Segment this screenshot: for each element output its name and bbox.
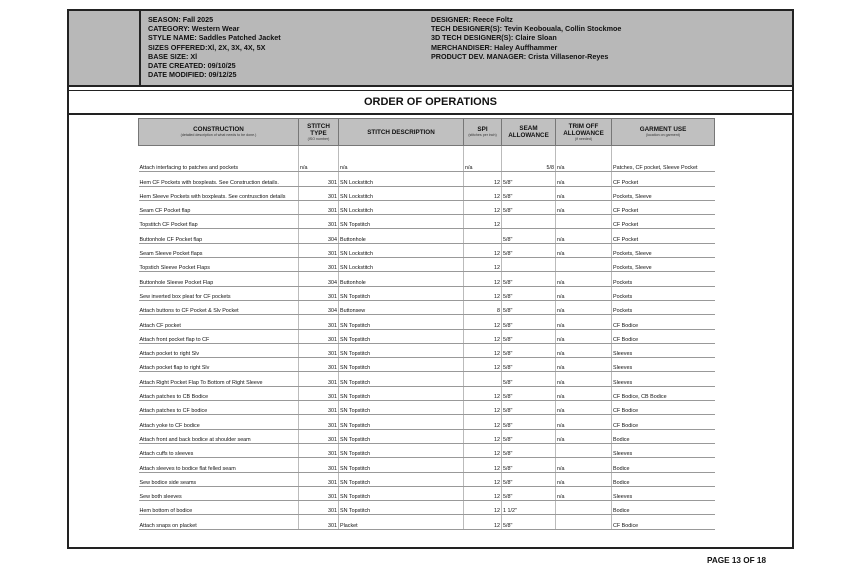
- construction-cell: Attach cuffs to sleeves: [139, 443, 299, 457]
- construction-cell: Attach CF pocket: [139, 315, 299, 329]
- trim-off-cell: n/a: [556, 372, 612, 386]
- seam-allowance-cell: 5/8": [502, 315, 556, 329]
- construction-cell: Seam CF Pocket flap: [139, 200, 299, 214]
- table-row: [139, 272, 715, 286]
- seam-allowance-cell: 5/8: [502, 158, 556, 172]
- table-row: [139, 515, 715, 529]
- spi-cell: 12: [464, 515, 502, 529]
- spi-cell: 12: [464, 315, 502, 329]
- trim-off-cell: n/a: [556, 401, 612, 415]
- stitch-type-cell: 301: [299, 343, 339, 357]
- garment-use-cell: Pockets: [612, 286, 715, 300]
- stitch-type-cell: 301: [299, 286, 339, 300]
- spi-cell: n/a: [464, 158, 502, 172]
- stitch-type-cell: 301: [299, 501, 339, 515]
- table-row: [139, 372, 715, 386]
- stitch-description-cell: SN Lockstitch: [339, 200, 464, 214]
- garment-use-cell: CF Bodice: [612, 401, 715, 415]
- garment-use-cell: CF Pocket: [612, 200, 715, 214]
- garment-use-cell: Sleeves: [612, 372, 715, 386]
- stitch-description-cell: SN Topstitch: [339, 443, 464, 457]
- seam-allowance-cell: 5/8": [502, 229, 556, 243]
- table-row: [139, 186, 715, 200]
- seam-allowance-cell: 5/8": [502, 243, 556, 257]
- stitch-type-cell: 304: [299, 229, 339, 243]
- seam-allowance-cell: 5/8": [502, 429, 556, 443]
- table-row: [139, 386, 715, 400]
- stitch-type-cell: 301: [299, 429, 339, 443]
- construction-cell: Hem Sleeve Pockets with boxpleats. See contrusction details: [139, 186, 299, 200]
- style-name-field: STYLE NAME: Saddles Patched Jacket: [148, 33, 281, 43]
- trim-off-cell: n/a: [556, 200, 612, 214]
- table-spacer-row: [139, 146, 715, 159]
- page-title: ORDER OF OPERATIONS: [69, 91, 792, 115]
- spi-cell: 8: [464, 300, 502, 314]
- spi-cell: 12: [464, 329, 502, 343]
- garment-use-cell: CF Bodice: [612, 515, 715, 529]
- spi-cell: 12: [464, 272, 502, 286]
- stitch-type-cell: 301: [299, 486, 339, 500]
- garment-use-cell: CF Pocket: [612, 172, 715, 186]
- stitch-description-cell: Buttonhole: [339, 229, 464, 243]
- construction-cell: Sew inverted box pleat for CF pockets: [139, 286, 299, 300]
- construction-cell: Sew both sleeves: [139, 486, 299, 500]
- date-modified-field: DATE MODIFIED: 09/12/25: [148, 70, 237, 80]
- stitch-type-cell: 301: [299, 415, 339, 429]
- stitch-description-cell: Placket: [339, 515, 464, 529]
- stitch-description-cell: SN Topstitch: [339, 315, 464, 329]
- spec-sheet: [67, 9, 794, 549]
- stitch-type-cell: 304: [299, 272, 339, 286]
- garment-use-cell: Pockets: [612, 272, 715, 286]
- seam-allowance-cell: 5/8": [502, 515, 556, 529]
- stitch-type-cell: 301: [299, 401, 339, 415]
- trim-off-cell: n/a: [556, 472, 612, 486]
- trim-off-cell: n/a: [556, 458, 612, 472]
- seam-allowance-cell: 5/8": [502, 486, 556, 500]
- stitch-type-cell: n/a: [299, 158, 339, 172]
- designer-field: DESIGNER: Reece Foltz: [431, 15, 513, 24]
- merchandiser-field: MERCHANDISER: Haley Auffhammer: [431, 42, 558, 52]
- trim-off-cell: n/a: [556, 386, 612, 400]
- spi-cell: 12: [464, 486, 502, 500]
- garment-use-cell: CF Bodice: [612, 415, 715, 429]
- construction-cell: Seam Sleeve Pocket flaps: [139, 243, 299, 257]
- spi-cell: 12: [464, 401, 502, 415]
- col-spi: SPI (stitches per inch): [464, 119, 502, 146]
- trim-off-cell: [556, 258, 612, 272]
- stitch-type-cell: 301: [299, 243, 339, 257]
- trim-off-cell: [556, 515, 612, 529]
- seam-allowance-cell: 5/8": [502, 200, 556, 214]
- seam-allowance-cell: 5/8": [502, 286, 556, 300]
- garment-use-cell: Pockets, Sleeve: [612, 258, 715, 272]
- construction-cell: Attach Right Pocket Flap To Bottom of Right Sleeve: [139, 372, 299, 386]
- category-field: CATEGORY: Western Wear: [148, 24, 240, 34]
- table-row: [139, 401, 715, 415]
- seam-allowance-cell: 5/8": [502, 186, 556, 200]
- construction-cell: Buttonhole Sleeve Pocket Flap: [139, 272, 299, 286]
- tech-designer-field: TECH DESIGNER(S): Tevin Keobouala, Collin Stockmoe: [431, 24, 622, 34]
- table-header-row: [139, 119, 715, 146]
- spi-cell: 12: [464, 472, 502, 486]
- col-stitch-description: STITCH DESCRIPTION: [339, 119, 464, 146]
- table-row: [139, 215, 715, 229]
- col-stitch-type: STITCH TYPE (ISO number): [299, 119, 339, 146]
- trim-off-cell: n/a: [556, 243, 612, 257]
- trim-off-cell: n/a: [556, 486, 612, 500]
- trim-off-cell: n/a: [556, 158, 612, 172]
- stitch-description-cell: SN Topstitch: [339, 501, 464, 515]
- garment-use-cell: CF Bodice, CB Bodice: [612, 386, 715, 400]
- garment-use-cell: Sleeves: [612, 358, 715, 372]
- table-row: [139, 329, 715, 343]
- trim-off-cell: [556, 215, 612, 229]
- spi-cell: 12: [464, 358, 502, 372]
- table-row: [139, 258, 715, 272]
- trim-off-cell: [556, 501, 612, 515]
- seam-allowance-cell: 5/8": [502, 343, 556, 357]
- trim-off-cell: n/a: [556, 315, 612, 329]
- garment-use-cell: CF Pocket: [612, 229, 715, 243]
- operations-table: [138, 118, 715, 530]
- table-row: [139, 443, 715, 457]
- col-trim-off-allowance: TRIM OFF ALLOWANCE (if needed): [556, 119, 612, 146]
- stitch-type-cell: 301: [299, 458, 339, 472]
- stitch-description-cell: SN Lockstitch: [339, 172, 464, 186]
- garment-use-cell: Bodice: [612, 429, 715, 443]
- seam-allowance-cell: 5/8": [502, 415, 556, 429]
- base-size-field: BASE SIZE: Xl: [148, 51, 198, 61]
- seam-allowance-cell: 1 1/2": [502, 501, 556, 515]
- header-tab: [69, 11, 141, 85]
- seam-allowance-cell: 5/8": [502, 458, 556, 472]
- stitch-description-cell: SN Topstitch: [339, 472, 464, 486]
- construction-cell: Attach patches to CF bodice: [139, 401, 299, 415]
- stitch-type-cell: 301: [299, 386, 339, 400]
- spi-cell: 12: [464, 200, 502, 214]
- stitch-description-cell: SN Lockstitch: [339, 243, 464, 257]
- table-row: [139, 200, 715, 214]
- garment-use-cell: Sleeves: [612, 486, 715, 500]
- table-row: [139, 315, 715, 329]
- stitch-description-cell: SN Lockstitch: [339, 186, 464, 200]
- construction-cell: Buttonhole CF Pocket flap: [139, 229, 299, 243]
- stitch-description-cell: SN Topstitch: [339, 386, 464, 400]
- table-row: [139, 415, 715, 429]
- stitch-description-cell: SN Topstitch: [339, 429, 464, 443]
- stitch-type-cell: 301: [299, 172, 339, 186]
- construction-cell: Topstitch CF Pocket flap: [139, 215, 299, 229]
- stitch-description-cell: SN Topstitch: [339, 358, 464, 372]
- trim-off-cell: n/a: [556, 329, 612, 343]
- table-row: [139, 458, 715, 472]
- table-row: [139, 243, 715, 257]
- spi-cell: 12: [464, 186, 502, 200]
- construction-cell: Topstich Sleeve Pocket Flaps: [139, 258, 299, 272]
- stitch-description-cell: SN Topstitch: [339, 329, 464, 343]
- spi-cell: 12: [464, 458, 502, 472]
- stitch-description-cell: SN Topstitch: [339, 415, 464, 429]
- stitch-type-cell: 301: [299, 372, 339, 386]
- stitch-description-cell: SN Lockstitch: [339, 258, 464, 272]
- seam-allowance-cell: [502, 215, 556, 229]
- stitch-description-cell: SN Topstitch: [339, 286, 464, 300]
- col-seam-allowance: SEAM ALLOWANCE: [502, 119, 556, 146]
- garment-use-cell: Patches, CF pocket, Sleeve Pocket: [612, 158, 715, 172]
- table-row: [139, 343, 715, 357]
- table-row: [139, 486, 715, 500]
- stitch-description-cell: n/a: [339, 158, 464, 172]
- garment-use-cell: Pockets, Sleeve: [612, 186, 715, 200]
- trim-off-cell: n/a: [556, 429, 612, 443]
- seam-allowance-cell: 5/8": [502, 358, 556, 372]
- stitch-type-cell: 301: [299, 215, 339, 229]
- garment-use-cell: CF Bodice: [612, 329, 715, 343]
- spi-cell: 12: [464, 443, 502, 457]
- table-row: [139, 158, 715, 172]
- construction-cell: Attach front pocket flap to CF: [139, 329, 299, 343]
- construction-cell: Attach interfacing to patches and pockets: [139, 158, 299, 172]
- stitch-description-cell: Buttonhole: [339, 272, 464, 286]
- stitch-type-cell: 301: [299, 258, 339, 272]
- trim-off-cell: n/a: [556, 358, 612, 372]
- table-row: [139, 286, 715, 300]
- stitch-description-cell: SN Topstitch: [339, 401, 464, 415]
- table-row: [139, 429, 715, 443]
- spi-cell: 12: [464, 258, 502, 272]
- trim-off-cell: n/a: [556, 229, 612, 243]
- trim-off-cell: [556, 443, 612, 457]
- construction-cell: Attach yoke to CF bodice: [139, 415, 299, 429]
- garment-use-cell: CF Pocket: [612, 215, 715, 229]
- garment-use-cell: Pockets: [612, 300, 715, 314]
- garment-use-cell: Bodice: [612, 458, 715, 472]
- stitch-type-cell: 301: [299, 515, 339, 529]
- spi-cell: 12: [464, 286, 502, 300]
- stitch-description-cell: SN Topstitch: [339, 343, 464, 357]
- seam-allowance-cell: 5/8": [502, 172, 556, 186]
- seam-allowance-cell: 5/8": [502, 443, 556, 457]
- spi-cell: 12: [464, 343, 502, 357]
- stitch-description-cell: Buttonsew: [339, 300, 464, 314]
- spi-cell: 12: [464, 386, 502, 400]
- construction-cell: Attach pocket flap to right Slv: [139, 358, 299, 372]
- trim-off-cell: n/a: [556, 272, 612, 286]
- trim-off-cell: n/a: [556, 343, 612, 357]
- construction-cell: Attach snaps on placket: [139, 515, 299, 529]
- stitch-type-cell: 304: [299, 300, 339, 314]
- stitch-description-cell: SN Topstitch: [339, 486, 464, 500]
- garment-use-cell: CF Bodice: [612, 315, 715, 329]
- table-row: [139, 172, 715, 186]
- table-row: [139, 229, 715, 243]
- table-row: [139, 300, 715, 314]
- table-row: [139, 501, 715, 515]
- garment-use-cell: Sleeves: [612, 343, 715, 357]
- trim-off-cell: n/a: [556, 172, 612, 186]
- spi-cell: [464, 229, 502, 243]
- seam-allowance-cell: [502, 258, 556, 272]
- stitch-description-cell: SN Topstitch: [339, 372, 464, 386]
- trim-off-cell: n/a: [556, 186, 612, 200]
- garment-use-cell: Pockets, Sleeve: [612, 243, 715, 257]
- construction-cell: Attach buttons to CF Pocket & Slv Pocket: [139, 300, 299, 314]
- construction-cell: Attach front and back bodice at shoulder seam: [139, 429, 299, 443]
- stitch-type-cell: 301: [299, 200, 339, 214]
- stitch-type-cell: 301: [299, 329, 339, 343]
- spi-cell: [464, 372, 502, 386]
- seam-allowance-cell: 5/8": [502, 372, 556, 386]
- col-construction: CONSTRUCTION (detailed description of what needs to be done.): [139, 119, 299, 146]
- seam-allowance-cell: 5/8": [502, 300, 556, 314]
- spec-header: [69, 11, 792, 87]
- spi-cell: 12: [464, 172, 502, 186]
- product-dev-manager-field: PRODUCT DEV. MANAGER: Crista Villasenor-Reyes: [431, 51, 609, 61]
- col-garment-use: GARMENT USE (location on garment): [612, 119, 715, 146]
- season-field: SEASON: Fall 2025: [148, 15, 214, 24]
- stitch-type-cell: 301: [299, 443, 339, 457]
- garment-use-cell: Bodice: [612, 472, 715, 486]
- garment-use-cell: Sleeves: [612, 443, 715, 457]
- seam-allowance-cell: 5/8": [502, 472, 556, 486]
- construction-cell: Sew bodice side seams: [139, 472, 299, 486]
- seam-allowance-cell: 5/8": [502, 401, 556, 415]
- construction-cell: Hem CF Pockets with boxpleats. See Construction details.: [139, 172, 299, 186]
- spi-cell: 12: [464, 501, 502, 515]
- date-created-field: DATE CREATED: 09/10/25: [148, 61, 236, 71]
- stitch-type-cell: 301: [299, 358, 339, 372]
- spi-cell: 12: [464, 415, 502, 429]
- spi-cell: 12: [464, 429, 502, 443]
- seam-allowance-cell: 5/8": [502, 272, 556, 286]
- sizes-offered-field: SIZES OFFERED:Xl, 2X, 3X, 4X, 5X: [148, 42, 266, 52]
- stitch-type-cell: 301: [299, 315, 339, 329]
- trim-off-cell: n/a: [556, 415, 612, 429]
- stitch-description-cell: SN Topstitch: [339, 215, 464, 229]
- construction-cell: Attach patches to CB Bodice: [139, 386, 299, 400]
- construction-cell: Attach pocket to right Slv: [139, 343, 299, 357]
- table-row: [139, 472, 715, 486]
- stitch-type-cell: 301: [299, 472, 339, 486]
- stitch-description-cell: SN Topstitch: [339, 458, 464, 472]
- seam-allowance-cell: 5/8": [502, 329, 556, 343]
- spi-cell: 12: [464, 243, 502, 257]
- seam-allowance-cell: 5/8": [502, 386, 556, 400]
- 3d-tech-designer-field: 3D TECH DESIGNER(S): Claire Sloan: [431, 33, 557, 43]
- trim-off-cell: n/a: [556, 286, 612, 300]
- spi-cell: 12: [464, 215, 502, 229]
- construction-cell: Attach sleeves to bodice flat felled seam: [139, 458, 299, 472]
- stitch-type-cell: 301: [299, 186, 339, 200]
- garment-use-cell: Bodice: [612, 501, 715, 515]
- trim-off-cell: n/a: [556, 300, 612, 314]
- header-right-column: [431, 15, 771, 61]
- construction-cell: Hem bottom of bodice: [139, 501, 299, 515]
- page-number: PAGE 13 OF 18: [707, 556, 767, 565]
- header-left-column: [148, 15, 428, 79]
- table-row: [139, 358, 715, 372]
